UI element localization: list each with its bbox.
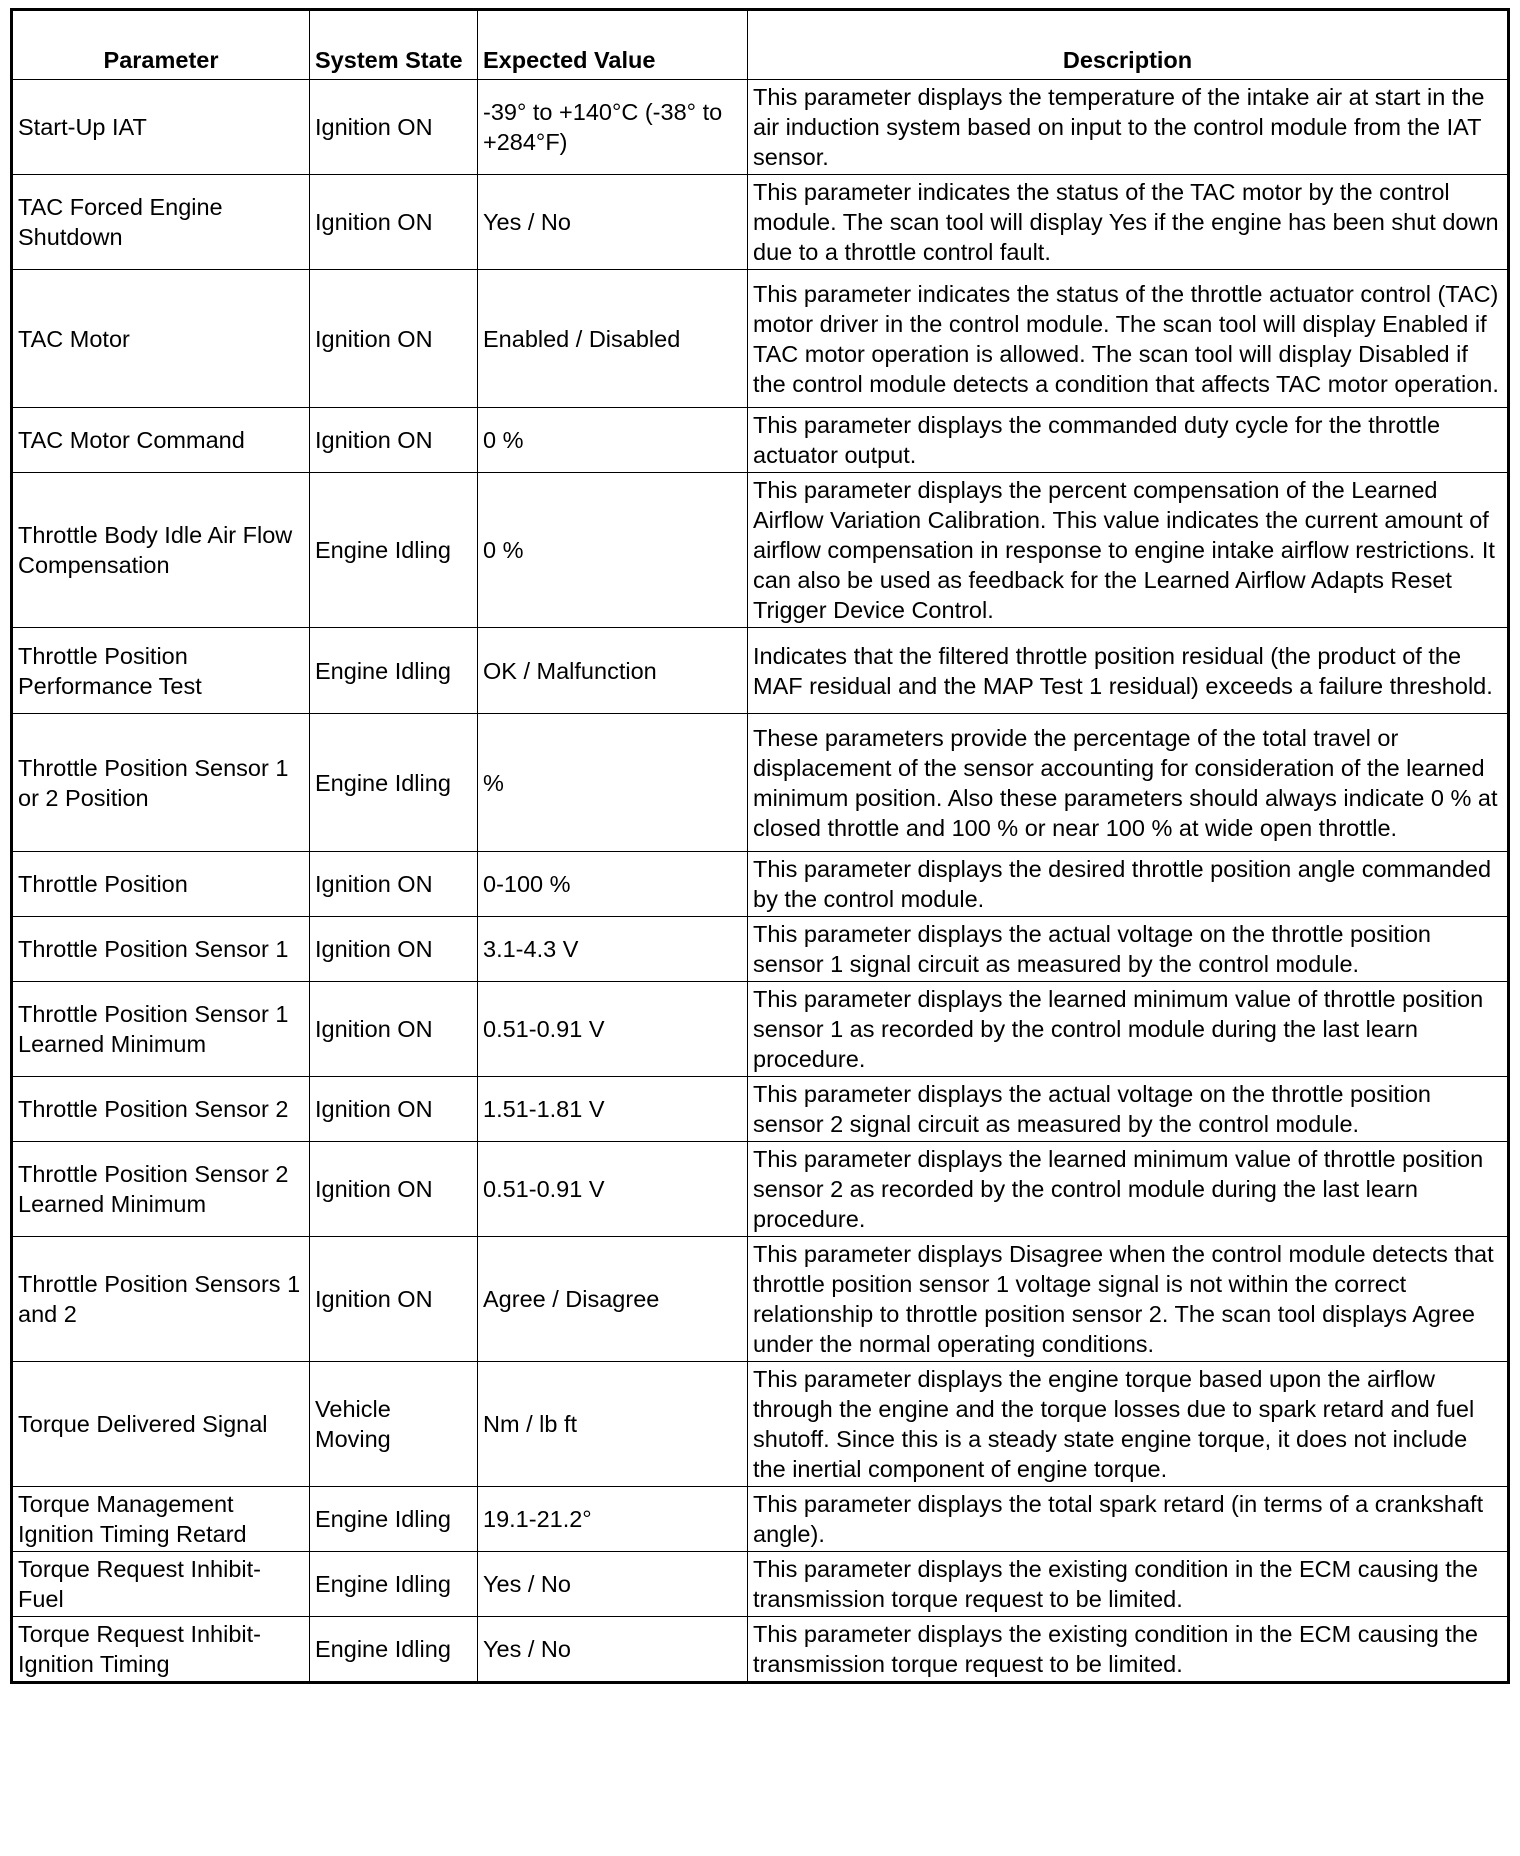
table-row — [12, 1142, 1509, 1237]
table-row — [12, 1552, 1509, 1617]
cell-expected-value: Yes / No — [478, 1552, 748, 1617]
cell-description: This parameter displays the desired throttle position angle commanded by the control module. — [748, 852, 1509, 917]
cell-description: This parameter displays Disagree when the control module detects that throttle position sensor 1 voltage signal is not within the correct relationship to throttle position sensor 2. The scan tool displays Agree under the normal operating conditions. — [748, 1237, 1509, 1362]
cell-parameter: Throttle Position Sensor 1 or 2 Position — [12, 714, 310, 852]
cell-description: This parameter displays the commanded duty cycle for the throttle actuator output. — [748, 408, 1509, 473]
cell-system-state: Ignition ON — [310, 982, 478, 1077]
table-row — [12, 628, 1509, 714]
cell-parameter: Throttle Position Sensor 1 — [12, 917, 310, 982]
cell-description: This parameter displays the percent compensation of the Learned Airflow Variation Calibration. This value indicates the current amount of airflow compensation in response to engine intake airflow restrictions. It can also be used as feedback for the Learned Airflow Adapts Reset Trigger Device Control. — [748, 473, 1509, 628]
cell-parameter: Torque Management Ignition Timing Retard — [12, 1487, 310, 1552]
cell-expected-value: Nm / lb ft — [478, 1362, 748, 1487]
cell-parameter: Throttle Position — [12, 852, 310, 917]
cell-expected-value: 19.1-21.2° — [478, 1487, 748, 1552]
cell-expected-value: Enabled / Disabled — [478, 270, 748, 408]
cell-description: This parameter displays the existing condition in the ECM causing the transmission torque request to be limited. — [748, 1552, 1509, 1617]
table-row — [12, 917, 1509, 982]
cell-parameter: Throttle Position Sensors 1 and 2 — [12, 1237, 310, 1362]
cell-expected-value: 0.51-0.91 V — [478, 1142, 748, 1237]
cell-parameter: Torque Delivered Signal — [12, 1362, 310, 1487]
cell-expected-value: -39° to +140°C (-38° to +284°F) — [478, 80, 748, 175]
cell-system-state: Ignition ON — [310, 175, 478, 270]
cell-parameter: Throttle Position Performance Test — [12, 628, 310, 714]
cell-system-state: Ignition ON — [310, 1077, 478, 1142]
table-row — [12, 473, 1509, 628]
cell-system-state: Ignition ON — [310, 917, 478, 982]
cell-system-state: Engine Idling — [310, 1552, 478, 1617]
cell-description: This parameter displays the actual voltage on the throttle position sensor 1 signal circuit as measured by the control module. — [748, 917, 1509, 982]
cell-expected-value: 0 % — [478, 473, 748, 628]
table-row — [12, 80, 1509, 175]
cell-system-state: Ignition ON — [310, 270, 478, 408]
cell-description: This parameter displays the engine torque based upon the airflow through the engine and the torque losses due to spark retard and fuel shutoff. Since this is a steady state engine torque, it does not include the inertial component of engine torque. — [748, 1362, 1509, 1487]
cell-system-state: Engine Idling — [310, 714, 478, 852]
cell-description: This parameter indicates the status of the throttle actuator control (TAC) motor driver in the control module. The scan tool will display Enabled if TAC motor operation is allowed. The scan tool will display Disabled if the control module detects a condition that affects TAC motor operation. — [748, 270, 1509, 408]
cell-description: This parameter indicates the status of the TAC motor by the control module. The scan tool will display Yes if the engine has been shut down due to a throttle control fault. — [748, 175, 1509, 270]
cell-parameter: Throttle Position Sensor 2 Learned Minimum — [12, 1142, 310, 1237]
table-row — [12, 714, 1509, 852]
cell-parameter: TAC Motor — [12, 270, 310, 408]
cell-system-state: Engine Idling — [310, 473, 478, 628]
cell-system-state: Engine Idling — [310, 628, 478, 714]
column-header-parameter: Parameter — [12, 10, 310, 80]
table-header-row — [12, 10, 1509, 80]
cell-expected-value: Yes / No — [478, 175, 748, 270]
table-row — [12, 408, 1509, 473]
cell-description: Indicates that the filtered throttle position residual (the product of the MAF residual and the MAP Test 1 residual) exceeds a failure threshold. — [748, 628, 1509, 714]
table-row — [12, 852, 1509, 917]
cell-description: This parameter displays the learned minimum value of throttle position sensor 2 as recorded by the control module during the last learn procedure. — [748, 1142, 1509, 1237]
cell-expected-value: 0-100 % — [478, 852, 748, 917]
table-body — [12, 80, 1509, 1683]
cell-expected-value: % — [478, 714, 748, 852]
cell-parameter: Throttle Position Sensor 2 — [12, 1077, 310, 1142]
cell-system-state: Ignition ON — [310, 852, 478, 917]
column-header-description: Description — [748, 10, 1509, 80]
cell-parameter: TAC Motor Command — [12, 408, 310, 473]
cell-expected-value: 0.51-0.91 V — [478, 982, 748, 1077]
table-row — [12, 1617, 1509, 1683]
column-header-system-state: System State — [310, 10, 478, 80]
cell-system-state: Ignition ON — [310, 408, 478, 473]
cell-parameter: Start-Up IAT — [12, 80, 310, 175]
cell-parameter: TAC Forced Engine Shutdown — [12, 175, 310, 270]
table-row — [12, 1362, 1509, 1487]
cell-parameter: Throttle Body Idle Air Flow Compensation — [12, 473, 310, 628]
cell-description: This parameter displays the actual voltage on the throttle position sensor 2 signal circuit as measured by the control module. — [748, 1077, 1509, 1142]
cell-expected-value: 3.1-4.3 V — [478, 917, 748, 982]
table-row — [12, 270, 1509, 408]
cell-description: These parameters provide the percentage of the total travel or displacement of the sensor accounting for consideration of the learned minimum position. Also these parameters should always indicate 0 % at closed throttle and 100 % or near 100 % at wide open throttle. — [748, 714, 1509, 852]
table-row — [12, 1077, 1509, 1142]
table-row — [12, 982, 1509, 1077]
cell-parameter: Torque Request Inhibit-Fuel — [12, 1552, 310, 1617]
column-header-expected-value: Expected Value — [478, 10, 748, 80]
cell-system-state: Ignition ON — [310, 80, 478, 175]
cell-description: This parameter displays the total spark retard (in terms of a crankshaft angle). — [748, 1487, 1509, 1552]
cell-description: This parameter displays the learned minimum value of throttle position sensor 1 as recorded by the control module during the last learn procedure. — [748, 982, 1509, 1077]
parameter-table — [10, 8, 1510, 1684]
cell-expected-value: 0 % — [478, 408, 748, 473]
table-row — [12, 1487, 1509, 1552]
cell-expected-value: OK / Malfunction — [478, 628, 748, 714]
cell-system-state: Vehicle Moving — [310, 1362, 478, 1487]
cell-system-state: Ignition ON — [310, 1237, 478, 1362]
cell-description: This parameter displays the temperature of the intake air at start in the air induction system based on input to the control module from the IAT sensor. — [748, 80, 1509, 175]
cell-parameter: Throttle Position Sensor 1 Learned Minimum — [12, 982, 310, 1077]
cell-expected-value: Yes / No — [478, 1617, 748, 1683]
cell-expected-value: 1.51-1.81 V — [478, 1077, 748, 1142]
cell-description: This parameter displays the existing condition in the ECM causing the transmission torque request to be limited. — [748, 1617, 1509, 1683]
parameter-table-container — [10, 8, 1507, 1684]
cell-expected-value: Agree / Disagree — [478, 1237, 748, 1362]
table-row — [12, 1237, 1509, 1362]
cell-system-state: Engine Idling — [310, 1617, 478, 1683]
cell-system-state: Ignition ON — [310, 1142, 478, 1237]
cell-system-state: Engine Idling — [310, 1487, 478, 1552]
table-row — [12, 175, 1509, 270]
cell-parameter: Torque Request Inhibit-Ignition Timing — [12, 1617, 310, 1683]
